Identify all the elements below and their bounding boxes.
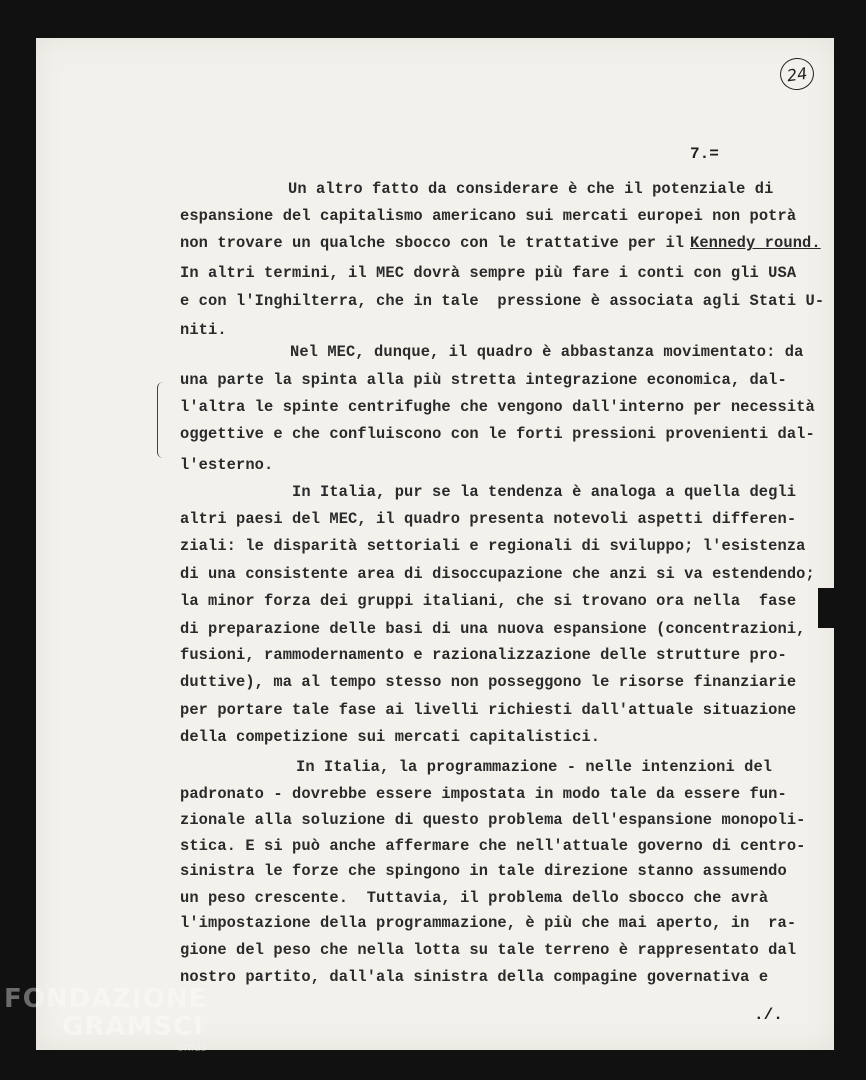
text-line: duttive), ma al tempo stesso non posseggono le risorse finanziarie xyxy=(180,673,797,691)
text-line: sinistra le forze che spingono in tale direzione stanno assumendo xyxy=(180,862,787,880)
text-line: espansione del capitalismo americano sui mercati europei non potrà xyxy=(180,207,797,225)
text-line: la minor forza dei gruppi italiani, che si trovano ora nella fase xyxy=(180,592,797,610)
text-line: non trovare un qualche sbocco con le trattative per il xyxy=(180,234,685,252)
foundation-watermark xyxy=(4,986,207,1053)
text-line: l'esterno. xyxy=(180,456,274,474)
page-number: 7.= xyxy=(690,145,719,163)
text-line: altri paesi del MEC, il quadro presenta notevoli aspetti differen- xyxy=(180,510,797,528)
text-line: nostro partito, dall'ala sinistra della compagine governativa e xyxy=(180,968,769,986)
text-line: ziali: le disparità settoriali e regionali di sviluppo; l'esistenza xyxy=(180,537,806,555)
text-line: di una consistente area di disoccupazione che anzi si va estendendo; xyxy=(180,565,815,583)
text-line: In Italia, la programmazione - nelle intenzioni del xyxy=(296,758,773,776)
watermark-line-1: FONDAZIONE xyxy=(4,984,208,1014)
text-line: In Italia, pur se la tendenza è analoga a quella degli xyxy=(292,483,797,501)
page-tear xyxy=(818,588,836,628)
text-line: oggettive e che confluiscono con le forti pressioni provenienti dal- xyxy=(180,425,815,443)
watermark-line-3: onlus xyxy=(177,1041,207,1054)
underlined-text: Kennedy round. xyxy=(690,234,821,252)
text-line: per portare tale fase ai livelli richiesti dall'attuale situazione xyxy=(180,701,797,719)
archive-number-stamp: 24 xyxy=(778,56,816,92)
text-line: l'altra le spinte centrifughe che vengono dall'interno per necessità xyxy=(180,398,815,416)
continuation-mark: ./. xyxy=(754,1006,783,1024)
text-line: una parte la spinta alla più stretta integrazione economica, dal- xyxy=(180,371,787,389)
text-line: di preparazione delle basi di una nuova espansione (concentrazioni, xyxy=(180,620,806,638)
text-line: Un altro fatto da considerare è che il potenziale di xyxy=(288,180,774,198)
text-line: stica. E si può anche affermare che nell'attuale governo di centro- xyxy=(180,837,806,855)
text-line: un peso crescente. Tuttavia, il problema dello sbocco che avrà xyxy=(180,889,769,907)
text-line: l'impostazione della programmazione, è più che mai aperto, in ra- xyxy=(180,914,797,932)
text-line: gione del peso che nella lotta su tale terreno è rappresentato dal xyxy=(180,941,797,959)
text-line: In altri termini, il MEC dovrà sempre più fare i conti con gli USA xyxy=(180,264,797,282)
handwritten-bracket-mark xyxy=(157,382,166,458)
text-line: niti. xyxy=(180,321,227,339)
text-line: Nel MEC, dunque, il quadro è abbastanza movimentato: da xyxy=(290,343,804,361)
text-line: padronato - dovrebbe essere impostata in modo tale da essere fun- xyxy=(180,785,787,803)
text-line: fusioni, rammodernamento e razionalizzazione delle strutture pro- xyxy=(180,646,787,664)
watermark-line-2: GRAMSCI xyxy=(62,1012,204,1042)
text-line: e con l'Inghilterra, che in tale pressione è associata agli Stati U- xyxy=(180,292,825,310)
text-line: zionale alla soluzione di questo problema dell'espansione monopoli- xyxy=(180,811,806,829)
text-line: della competizione sui mercati capitalistici. xyxy=(180,728,601,746)
